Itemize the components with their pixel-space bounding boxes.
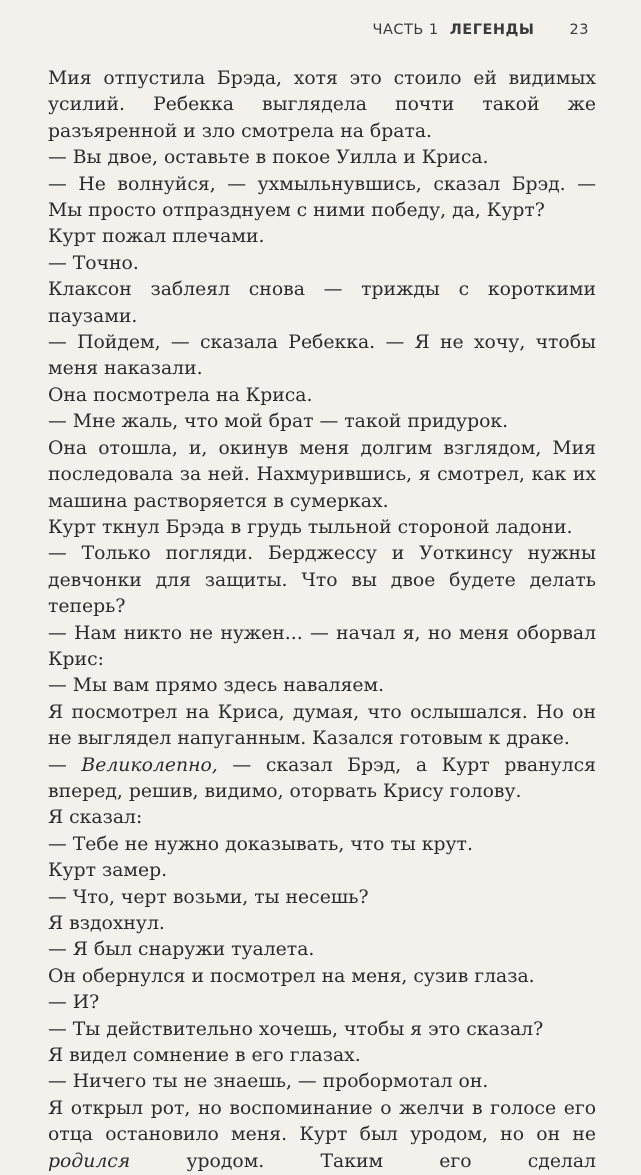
paragraph: — Нам никто не нужен... — начал я, но меня оборвал Крис:	[48, 622, 596, 670]
paragraph: — Только погляди. Берджессу и Уоткинсу нужны девчонки для защиты. Что вы двое будете делать теперь?	[48, 543, 596, 618]
paragraph: Она отошла, и, окинув меня долгим взглядом, Мия последовала за ней. Нахмурившись, я смотрел, как их машина растворяется в сумерках.	[48, 437, 596, 512]
page-number: 23	[569, 22, 589, 38]
paragraph: — Мы вам прямо здесь наваляем.	[48, 675, 385, 697]
part-label: ЧАСТЬ 1	[372, 22, 439, 38]
paragraph: Мия отпустила Брэда, хотя это стоило ей видимых усилий. Ребекка выглядела почти такой же разъяренной и зло смотрела на брата.	[48, 68, 596, 142]
paragraph: Я сказал:	[48, 807, 143, 829]
running-header	[373, 22, 589, 38]
paragraph: — Ты действительно хочешь, чтобы я это сказал?	[48, 1018, 544, 1040]
paragraph: Клаксон заблеял снова — трижды с короткими паузами.	[48, 279, 596, 327]
paragraph: — Ничего ты не знаешь, — пробормотал он.	[48, 1071, 489, 1093]
italic-phrase: — Великолепно,	[48, 754, 218, 776]
paragraph: Курт замер.	[48, 860, 168, 882]
paragraph: — Великолепно, — сказал Брэд, а Курт рванулся вперед, решив, видимо, оторвать Крису голову.	[48, 754, 596, 802]
paragraph: Он обернулся и посмотрел на меня, сузив глаза.	[48, 965, 535, 987]
paragraph: Курт пожал плечами.	[48, 226, 265, 248]
paragraph: — Что, черт возьми, ты несешь?	[48, 886, 369, 908]
paragraph: — Не волнуйся, — ухмыльнувшись, сказал Брэд. — Мы просто отпразднуем с ними победу, да, Курт?	[48, 173, 596, 222]
paragraph: — Я был снаружи туалета.	[48, 939, 315, 961]
paragraph: — Пойдем, — сказала Ребекка. — Я не хочу, чтобы меня наказали.	[48, 332, 596, 380]
paragraph: — Точно.	[48, 252, 139, 274]
paragraph: Я открыл рот, но воспоминание о желчи в голосе его отца остановило меня. Курт был уродом, но он не родился уродом. Таким его сделал	[48, 1097, 596, 1172]
paragraph: Курт ткнул Брэда в грудь тыльной стороной ладони.	[48, 516, 573, 538]
paragraph: Я посмотрел на Криса, думая, что ослышался. Но он не выглядел напуганным. Казался готовым к драке.	[48, 701, 596, 750]
paragraph: — Вы двое, оставьте в покое Уилла и Криса.	[48, 147, 489, 169]
paragraph: Я вздохнул.	[48, 913, 165, 934]
body-text	[48, 66, 596, 1175]
paragraph: Она посмотрела на Криса.	[48, 384, 313, 406]
paragraph: — И?	[48, 992, 100, 1014]
paragraph: — Тебе не нужно доказывать, что ты крут.	[48, 833, 473, 855]
paragraph: — Мне жаль, что мой брат — такой придурок.	[48, 411, 509, 433]
section-title: ЛЕГЕНДЫ	[449, 22, 535, 38]
italic-word: родился	[48, 1150, 131, 1172]
paragraph: Я видел сомнение в его глазах.	[48, 1045, 361, 1067]
